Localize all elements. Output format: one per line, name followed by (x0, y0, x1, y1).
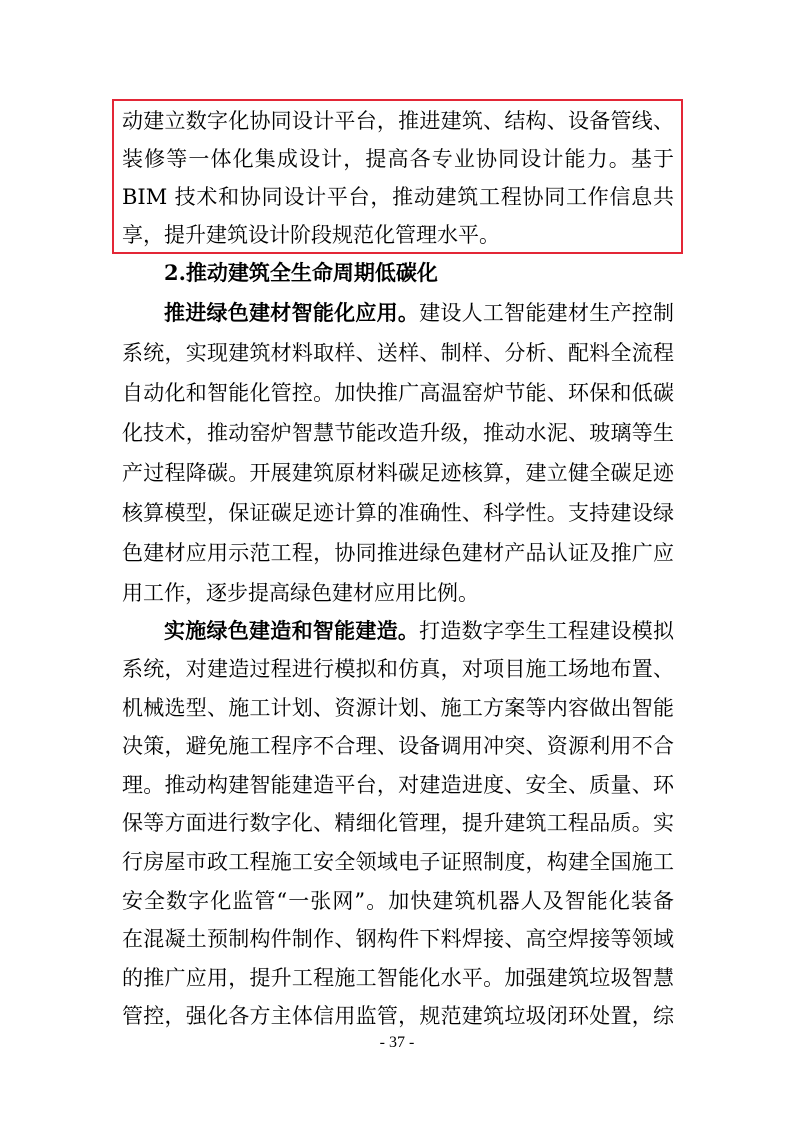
paragraph-1-line: 系统，实现建筑材料取样、送样、制样、分析、配料全流程 (122, 341, 674, 365)
paragraph-2-lead: 实施绿色建造和智能建造。 (164, 618, 420, 643)
paragraph-2-first-line (164, 612, 674, 650)
paragraph-2-line: 管控，强化各方主体信用监管，规范建筑垃圾闭环处置，综 (122, 1004, 674, 1029)
highlighted-line-2: 装修等一体化集成设计，提高各专业协同设计能力。基于 (122, 147, 674, 171)
paragraph-1-line: 自动化和智能化管控。加快推广高温窑炉节能、环保和低碳 (122, 381, 674, 405)
paragraph-2-first-line-rest: 打造数字孪生工程建设模拟 (419, 619, 675, 643)
paragraph-2-line: 在混凝土预制构件制作、钢构件下料焊接、高空焊接等领域 (122, 927, 674, 952)
paragraph-2-line: 机械选型、施工计划、资源计划、施工方案等内容做出智能 (122, 695, 674, 720)
paragraph-2-line: 保等方面进行数字化、精细化管理，提升建筑工程品质。实 (122, 811, 674, 836)
paragraph-1-line: 化技术，推动窑炉智慧节能改造升级，推动水泥、玻璃等生 (122, 421, 674, 445)
paragraph-2-line: 安全数字化监管“一张网”。加快建筑机器人及智能化装备 (122, 888, 674, 913)
highlighted-line-1: 动建立数字化协同设计平台，推进建筑、结构、设备管线、 (122, 109, 674, 133)
highlighted-line-4: 享，提升建筑设计阶段规范化管理水平。 (122, 223, 500, 247)
page-number: - 37 - (379, 1034, 415, 1051)
paragraph-2-line: 决策，避免施工程序不合理、设备调用冲突、资源利用不合 (122, 734, 674, 759)
paragraph-1-line: 色建材应用示范工程，协同推进绿色建材产品认证及推广应 (122, 541, 674, 565)
paragraph-2-line: 理。推动构建智能建造平台，对建造进度、安全、质量、环 (122, 772, 674, 797)
section-heading: 2.推动建筑全生命周期低碳化 (164, 260, 438, 285)
paragraph-2-line: 行房屋市政工程施工安全领域电子证照制度，构建全国施工 (122, 850, 674, 874)
paragraph-1-lead: 推进绿色建材智能化应用。 (164, 300, 420, 325)
paragraph-2-line: 的推广应用，提升工程施工智能化水平。加强建筑垃圾智慧 (122, 965, 674, 990)
paragraph-1-first-line (164, 294, 674, 332)
paragraph-1-line: 核算模型，保证碳足迹计算的准确性、科学性。支持建设绿 (122, 501, 674, 525)
highlighted-line-3: BIM 技术和协同设计平台，推动建筑工程协同工作信息共 (122, 185, 674, 209)
paragraph-2-line: 系统，对建造过程进行模拟和仿真，对项目施工场地布置、 (122, 657, 674, 681)
paragraph-1-line: 产过程降碳。开展建筑原材料碳足迹核算，建立健全碳足迹 (122, 461, 674, 485)
paragraph-1-first-line-rest: 建设人工智能建材生产控制 (419, 301, 675, 325)
paragraph-1-line: 用工作，逐步提高绿色建材应用比例。 (122, 581, 479, 605)
